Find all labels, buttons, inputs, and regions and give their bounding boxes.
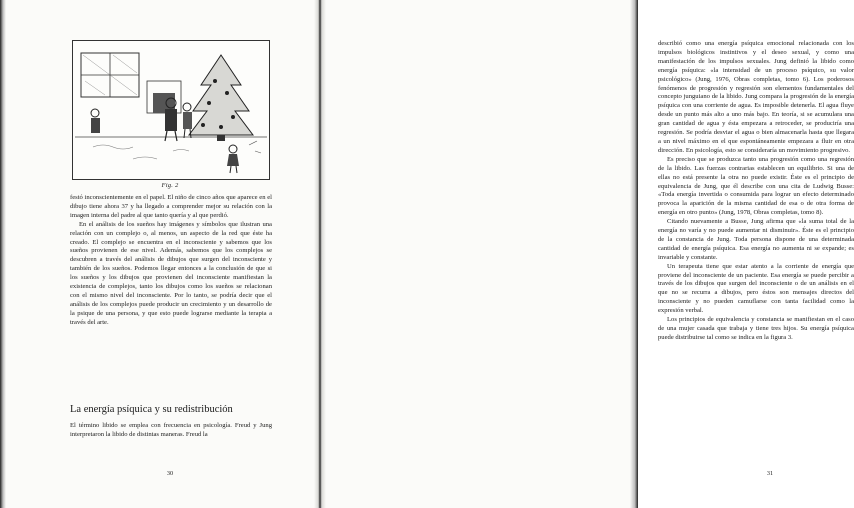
child-drawing-illustration (73, 41, 269, 179)
paragraph: Citando nuevamente a Busse, Jung afirma que «la suma total de la energía no varía y no puede aumentar ni disminuir». Éste es el principio de la constancia de Jung. Toda persona dispone de una determinada cantidad de energía psíquica. Esa energía no aumenta ni se expande; es invariable y constante. (658, 218, 854, 261)
page-edge-shadow (630, 0, 638, 508)
left-page-body-after-heading (70, 422, 272, 440)
figure-caption: Fig. 2 (161, 182, 179, 189)
paragraph: En el análisis de los sueños hay imágenes y símbolos que ilustran una relación con un complejo o, al menos, un aspecto de la red que éste ha creado. El complejo se encuentra en el inconsciente y sabemos que los sueños provienen de ese nivel. Además, sabemos que los complejos se descubren a través del análisis de dibujos que surgen del inconsciente y también de los sueños. Podemos llegar entonces a la conclusión de que si los sueños y los dibujos que provienen del inconsciente manifiestan la existencia de complejos, tanto los dibujos como los sueños se relacionan con el mismo nivel del inconsciente. Por lo tanto, se podría decir que el análisis de los complejos puede producir un crecimiento y un desarrollo de la psique de una persona, y que esto puede lograrse mediante la terapia a través del arte. (70, 220, 272, 326)
paragraph: festó inconscientemente en el papel. El niño de cinco años que aparece en el dibujo tiene ahora 37 y ha llegado a comprender mejor su relación con la imagen interna del padre al que tanto quería y al que perdió. (70, 194, 272, 219)
page-edge-shadow (0, 0, 6, 508)
left-page (0, 0, 318, 508)
book-gutter (314, 0, 326, 508)
section-heading: La energía psíquica y su redistribución (70, 404, 233, 415)
page-number: 30 (166, 470, 174, 477)
paragraph: Es preciso que se produzca tanto una progresión como una regresión de la libido. Las fuerzas contrarias establecen un equilibrio. Si una de ellas no está presente la otra no puede existir. Éste es el principio de equivalencia de Jung, que él describe con una cita de Ludwig Busse: «Toda energía invertida o consumida para lograr un efecto determinado provoca la aparición de la misma cantidad de esa o de otra forma de energía en otro punto» (Jung, 1978, Obras completas, tomo 8). (658, 155, 854, 217)
paragraph: El término libido se emplea con frecuencia en psicología. Freud y Jung interpretaron la libido de distintas maneras. Freud la (70, 422, 272, 438)
page-number: 31 (766, 470, 774, 477)
left-page-body (70, 194, 272, 328)
child-drawing-figure (72, 40, 270, 180)
right-page (320, 0, 854, 508)
paragraph: Los principios de equivalencia y constancia se manifiestan en el caso de una mujer casada que trabaja y tiene tres hijos. Su energía psíquica puede distribuirse tal como se indica en la figura 3. (658, 316, 854, 341)
right-page-body (658, 40, 854, 343)
paragraph: describió como una energía psíquica emocional relacionada con los impulsos biológicos instintivos y el deseo sexual, y como una manifestación de los impulsos sexuales. Jung definió la libido como energía psíquica: «la intensidad de un proceso psíquico, su valor psicológico» (Jung, 1976, Obras completas, tomo 6). Los poderosos fenómenos de progresión y regresión son elementos fundamentales del concepto junguiano de la libido. Jung compara la progresión de la energía psíquica con una corriente de agua. Es imposible detenerla. El agua fluye desde un punto más alto a uno más bajo. En teoría, si se acumulara una gran cantidad de agua y ésta empezara a retroceder, se produciría una regresión. Se podría desviar el agua o bien almacenarla hasta que llegara a un nivel máximo en el que espontáneamente empezara a fluir en otra dirección. En psicología, esto se consideraría un movimiento progresivo. (658, 40, 854, 154)
paragraph: Un terapeuta tiene que estar atento a la corriente de energía que proviene del inconsciente de un paciente. Esa energía se puede percibir a través de los dibujos que surgen del inconsciente o de un análisis en el que no se recurra a dibujos, pero éstos son mensajes directos del inconsciente y no pueden camuflarse con tanta facilidad como la expresión verbal. (658, 262, 854, 315)
